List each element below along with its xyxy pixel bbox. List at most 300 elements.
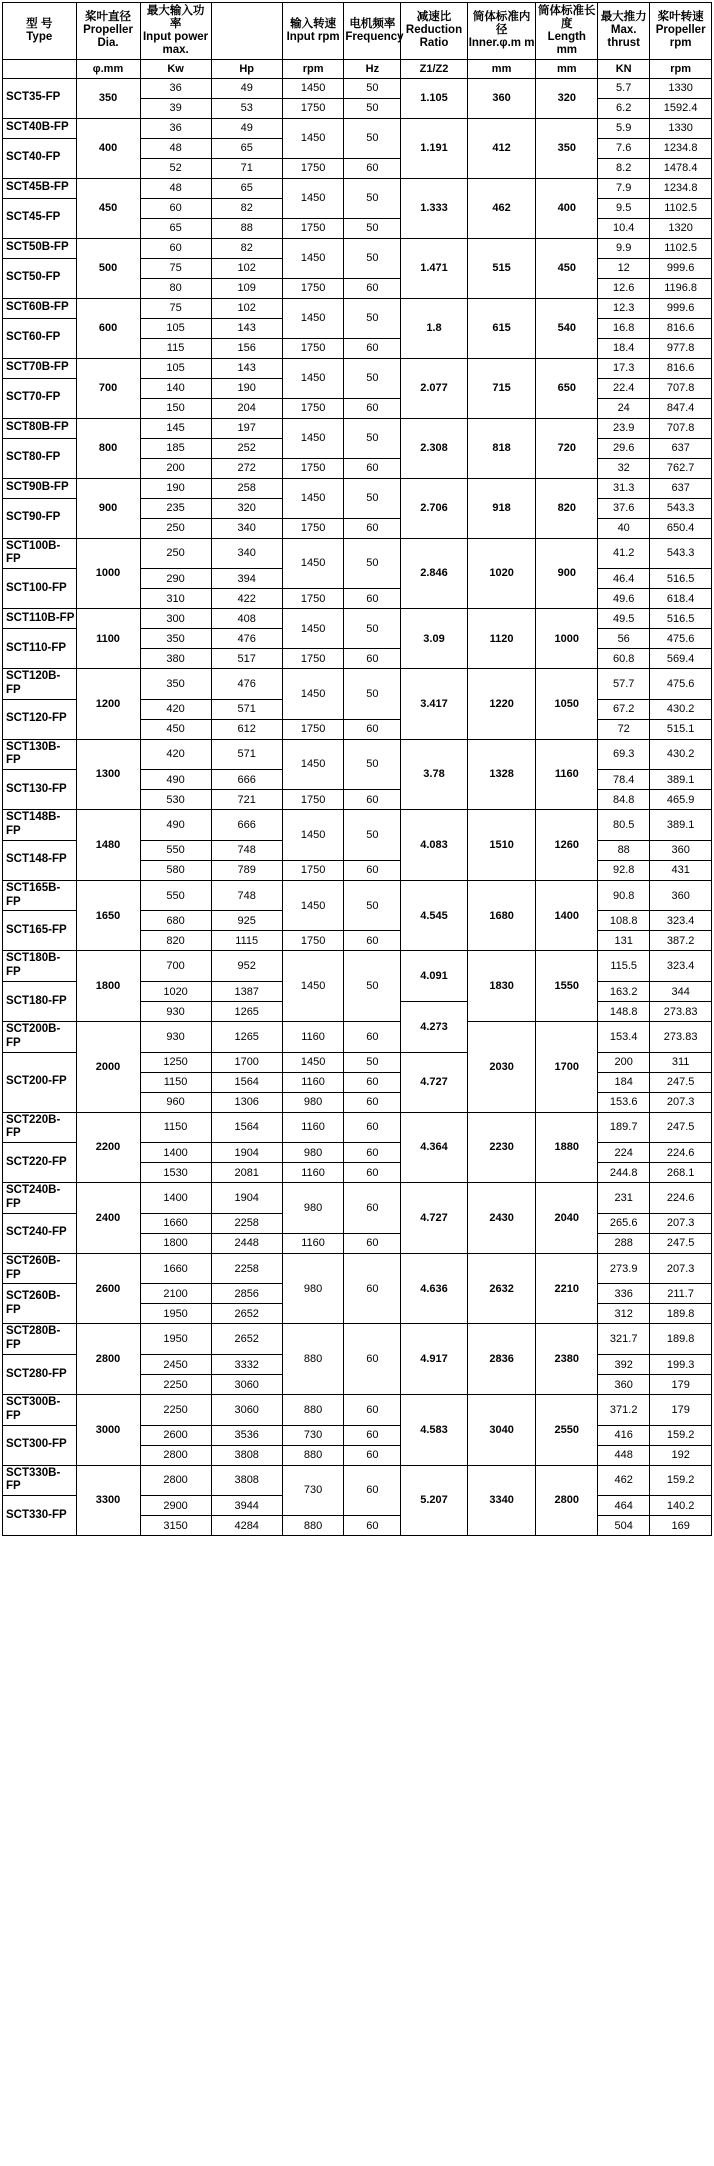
hp-cell: 666 bbox=[211, 810, 282, 841]
ratio-cell: 1.105 bbox=[401, 78, 467, 118]
hz-cell: 60 bbox=[344, 458, 401, 478]
hz-cell: 50 bbox=[344, 418, 401, 458]
thrust-cell: 7.9 bbox=[598, 178, 650, 198]
model-cell: SCT45B-FP bbox=[3, 178, 77, 198]
model-cell: SCT180-FP bbox=[3, 982, 77, 1022]
col-header-ratio-cn: 减速比 bbox=[416, 11, 452, 24]
propeller-rpm-cell: 224.6 bbox=[650, 1143, 712, 1163]
ratio-cell: 2.308 bbox=[401, 418, 467, 478]
kw-cell: 250 bbox=[140, 518, 211, 538]
dia-cell: 1300 bbox=[76, 739, 140, 810]
model-cell: SCT300-FP bbox=[3, 1425, 77, 1465]
kw-cell: 48 bbox=[140, 178, 211, 198]
ratio-cell: 2.706 bbox=[401, 478, 467, 538]
propeller-rpm-cell: 268.1 bbox=[650, 1163, 712, 1183]
hz-cell: 50 bbox=[344, 669, 401, 720]
unit-hp: Hp bbox=[211, 59, 282, 78]
propeller-rpm-cell: 1330 bbox=[650, 118, 712, 138]
propeller-rpm-cell: 637 bbox=[650, 478, 712, 498]
model-cell: SCT240-FP bbox=[3, 1213, 77, 1253]
input-rpm-cell: 1450 bbox=[282, 538, 344, 589]
input-rpm-cell: 1450 bbox=[282, 609, 344, 649]
propeller-rpm-cell: 389.1 bbox=[650, 770, 712, 790]
propeller-rpm-cell: 650.4 bbox=[650, 518, 712, 538]
model-cell: SCT100-FP bbox=[3, 569, 77, 609]
col-header-input-rpm bbox=[282, 3, 344, 60]
table-row bbox=[3, 178, 712, 198]
model-cell: SCT148-FP bbox=[3, 840, 77, 880]
propeller-rpm-cell: 465.9 bbox=[650, 790, 712, 810]
hz-cell: 60 bbox=[344, 649, 401, 669]
model-cell: SCT280B-FP bbox=[3, 1324, 77, 1355]
propeller-rpm-cell: 475.6 bbox=[650, 629, 712, 649]
dia-cell: 2600 bbox=[76, 1253, 140, 1324]
thrust-cell: 321.7 bbox=[598, 1324, 650, 1355]
kw-cell: 1660 bbox=[140, 1253, 211, 1284]
unit-dia: φ.mm bbox=[76, 59, 140, 78]
thrust-cell: 416 bbox=[598, 1425, 650, 1445]
dia-cell: 3300 bbox=[76, 1465, 140, 1536]
input-rpm-cell: 1750 bbox=[282, 931, 344, 951]
input-rpm-cell: 1450 bbox=[282, 118, 344, 158]
kw-cell: 1530 bbox=[140, 1163, 211, 1183]
hp-cell: 1265 bbox=[211, 1022, 282, 1053]
ratio-cell: 4.364 bbox=[401, 1112, 467, 1183]
thrust-cell: 17.3 bbox=[598, 358, 650, 378]
thrust-cell: 504 bbox=[598, 1516, 650, 1536]
dia-cell: 350 bbox=[76, 78, 140, 118]
kw-cell: 1250 bbox=[140, 1052, 211, 1072]
hp-cell: 2258 bbox=[211, 1213, 282, 1233]
propeller-rpm-cell: 569.4 bbox=[650, 649, 712, 669]
thrust-cell: 231 bbox=[598, 1183, 650, 1214]
length-cell: 1400 bbox=[536, 880, 598, 951]
col-header-dia-en: Propeller Dia. bbox=[83, 24, 133, 50]
length-cell: 450 bbox=[536, 238, 598, 298]
propeller-rpm-cell: 816.6 bbox=[650, 358, 712, 378]
dia-cell: 600 bbox=[76, 298, 140, 358]
model-cell: SCT80-FP bbox=[3, 438, 77, 478]
kw-cell: 2900 bbox=[140, 1496, 211, 1516]
model-cell: SCT120-FP bbox=[3, 699, 77, 739]
input-rpm-cell: 1450 bbox=[282, 951, 344, 1022]
hp-cell: 53 bbox=[211, 98, 282, 118]
col-header-length bbox=[536, 3, 598, 60]
hp-cell: 2856 bbox=[211, 1284, 282, 1304]
thrust-cell: 5.7 bbox=[598, 78, 650, 98]
kw-cell: 310 bbox=[140, 589, 211, 609]
unit-type bbox=[3, 59, 77, 78]
kw-cell: 290 bbox=[140, 569, 211, 589]
thrust-cell: 9.5 bbox=[598, 198, 650, 218]
model-cell: SCT70-FP bbox=[3, 378, 77, 418]
dia-cell: 1650 bbox=[76, 880, 140, 951]
model-cell: SCT165B-FP bbox=[3, 880, 77, 911]
input-rpm-cell: 1750 bbox=[282, 458, 344, 478]
hz-cell: 50 bbox=[344, 951, 401, 1022]
hp-cell: 71 bbox=[211, 158, 282, 178]
propeller-rpm-cell: 516.5 bbox=[650, 609, 712, 629]
thrust-cell: 448 bbox=[598, 1445, 650, 1465]
hz-cell: 60 bbox=[344, 338, 401, 358]
col-header-dia bbox=[76, 3, 140, 60]
kw-cell: 150 bbox=[140, 398, 211, 418]
thrust-cell: 336 bbox=[598, 1284, 650, 1304]
ratio-cell: 1.471 bbox=[401, 238, 467, 298]
hp-cell: 258 bbox=[211, 478, 282, 498]
input-rpm-cell: 1450 bbox=[282, 178, 344, 218]
hz-cell: 60 bbox=[344, 931, 401, 951]
dia-cell: 1800 bbox=[76, 951, 140, 1022]
kw-cell: 680 bbox=[140, 911, 211, 931]
hz-cell: 60 bbox=[344, 589, 401, 609]
col-header-frequency-en: Frequency bbox=[345, 30, 404, 43]
hz-cell: 50 bbox=[344, 609, 401, 649]
length-cell: 720 bbox=[536, 418, 598, 478]
input-rpm-cell: 1450 bbox=[282, 78, 344, 98]
propeller-rpm-cell: 247.5 bbox=[650, 1072, 712, 1092]
hp-cell: 109 bbox=[211, 278, 282, 298]
propeller-rpm-cell: 179 bbox=[650, 1375, 712, 1395]
thrust-cell: 37.6 bbox=[598, 498, 650, 518]
input-rpm-cell: 1450 bbox=[282, 669, 344, 720]
ratio-cell: 4.545 bbox=[401, 880, 467, 951]
dia-cell: 1100 bbox=[76, 609, 140, 669]
inner-dia-cell: 818 bbox=[467, 418, 536, 478]
hp-cell: 65 bbox=[211, 138, 282, 158]
dia-cell: 2800 bbox=[76, 1324, 140, 1395]
propeller-rpm-cell: 1478.4 bbox=[650, 158, 712, 178]
header-row bbox=[3, 3, 712, 60]
thruster-spec-table bbox=[2, 2, 712, 1536]
thrust-cell: 9.9 bbox=[598, 238, 650, 258]
input-rpm-cell: 980 bbox=[282, 1143, 344, 1163]
thrust-cell: 18.4 bbox=[598, 338, 650, 358]
inner-dia-cell: 2632 bbox=[467, 1253, 536, 1324]
model-cell: SCT90B-FP bbox=[3, 478, 77, 498]
thrust-cell: 67.2 bbox=[598, 699, 650, 719]
input-rpm-cell: 1750 bbox=[282, 518, 344, 538]
hp-cell: 3944 bbox=[211, 1496, 282, 1516]
col-header-propeller-rpm-cn: 桨叶转速 bbox=[657, 11, 704, 24]
unit-inner-dia: mm bbox=[467, 59, 536, 78]
table-row bbox=[3, 358, 712, 378]
hz-cell: 60 bbox=[344, 398, 401, 418]
propeller-rpm-cell: 977.8 bbox=[650, 338, 712, 358]
table-row bbox=[3, 1112, 712, 1143]
propeller-rpm-cell: 159.2 bbox=[650, 1465, 712, 1496]
col-header-length-en: Length mm bbox=[547, 30, 586, 56]
thrust-cell: 84.8 bbox=[598, 790, 650, 810]
propeller-rpm-cell: 431 bbox=[650, 860, 712, 880]
length-cell: 900 bbox=[536, 538, 598, 609]
length-cell: 320 bbox=[536, 78, 598, 118]
propeller-rpm-cell: 430.2 bbox=[650, 699, 712, 719]
hz-cell: 50 bbox=[344, 538, 401, 589]
length-cell: 1700 bbox=[536, 1022, 598, 1113]
hp-cell: 925 bbox=[211, 911, 282, 931]
table-row bbox=[3, 418, 712, 438]
thrust-cell: 153.4 bbox=[598, 1022, 650, 1053]
propeller-rpm-cell: 1102.5 bbox=[650, 238, 712, 258]
col-header-type-en: Type bbox=[26, 30, 53, 43]
hp-cell: 476 bbox=[211, 669, 282, 700]
kw-cell: 550 bbox=[140, 840, 211, 860]
propeller-rpm-cell: 707.8 bbox=[650, 378, 712, 398]
ratio-cell: 2.077 bbox=[401, 358, 467, 418]
ratio-cell: 1.191 bbox=[401, 118, 467, 178]
input-rpm-cell: 1750 bbox=[282, 338, 344, 358]
model-cell: SCT90-FP bbox=[3, 498, 77, 538]
kw-cell: 490 bbox=[140, 770, 211, 790]
hz-cell: 60 bbox=[344, 1072, 401, 1092]
table-row bbox=[3, 1395, 712, 1426]
kw-cell: 1800 bbox=[140, 1233, 211, 1253]
hp-cell: 571 bbox=[211, 739, 282, 770]
hp-cell: 1387 bbox=[211, 982, 282, 1002]
input-rpm-cell: 1450 bbox=[282, 418, 344, 458]
thrust-cell: 131 bbox=[598, 931, 650, 951]
propeller-rpm-cell: 189.8 bbox=[650, 1304, 712, 1324]
kw-cell: 2450 bbox=[140, 1355, 211, 1375]
thrust-cell: 392 bbox=[598, 1355, 650, 1375]
kw-cell: 960 bbox=[140, 1092, 211, 1112]
kw-cell: 530 bbox=[140, 790, 211, 810]
thrust-cell: 88 bbox=[598, 840, 650, 860]
input-rpm-cell: 1450 bbox=[282, 298, 344, 338]
kw-cell: 380 bbox=[140, 649, 211, 669]
table-row bbox=[3, 609, 712, 629]
model-cell: SCT165-FP bbox=[3, 911, 77, 951]
input-rpm-cell: 880 bbox=[282, 1324, 344, 1395]
length-cell: 2800 bbox=[536, 1465, 598, 1536]
thrust-cell: 115.5 bbox=[598, 951, 650, 982]
propeller-rpm-cell: 387.2 bbox=[650, 931, 712, 951]
col-header-propeller-rpm-en: Propeller rpm bbox=[655, 24, 706, 50]
model-cell: SCT60-FP bbox=[3, 318, 77, 358]
hp-cell: 517 bbox=[211, 649, 282, 669]
model-cell: SCT260B-FP bbox=[3, 1253, 77, 1284]
kw-cell: 1400 bbox=[140, 1143, 211, 1163]
hp-cell: 612 bbox=[211, 719, 282, 739]
kw-cell: 820 bbox=[140, 931, 211, 951]
kw-cell: 36 bbox=[140, 78, 211, 98]
ratio-cell: 3.78 bbox=[401, 739, 467, 810]
propeller-rpm-cell: 159.2 bbox=[650, 1425, 712, 1445]
inner-dia-cell: 1328 bbox=[467, 739, 536, 810]
inner-dia-cell: 1220 bbox=[467, 669, 536, 740]
propeller-rpm-cell: 1234.8 bbox=[650, 138, 712, 158]
model-cell: SCT180B-FP bbox=[3, 951, 77, 982]
ratio-cell: 1.333 bbox=[401, 178, 467, 238]
ratio-cell: 4.091 bbox=[401, 951, 467, 1002]
input-rpm-cell: 1750 bbox=[282, 649, 344, 669]
table-row bbox=[3, 78, 712, 98]
model-cell: SCT220B-FP bbox=[3, 1112, 77, 1143]
model-cell: SCT50B-FP bbox=[3, 238, 77, 258]
hp-cell: 102 bbox=[211, 258, 282, 278]
thrust-cell: 5.9 bbox=[598, 118, 650, 138]
table-row bbox=[3, 880, 712, 911]
hz-cell: 60 bbox=[344, 1092, 401, 1112]
col-header-input-rpm-cn: 输入转速 bbox=[290, 17, 337, 30]
propeller-rpm-cell: 140.2 bbox=[650, 1496, 712, 1516]
inner-dia-cell: 2836 bbox=[467, 1324, 536, 1395]
kw-cell: 140 bbox=[140, 378, 211, 398]
thrust-cell: 163.2 bbox=[598, 982, 650, 1002]
hz-cell: 60 bbox=[344, 278, 401, 298]
propeller-rpm-cell: 1330 bbox=[650, 78, 712, 98]
unit-input-rpm: rpm bbox=[282, 59, 344, 78]
thrust-cell: 7.6 bbox=[598, 138, 650, 158]
propeller-rpm-cell: 816.6 bbox=[650, 318, 712, 338]
propeller-rpm-cell: 618.4 bbox=[650, 589, 712, 609]
kw-cell: 700 bbox=[140, 951, 211, 982]
model-cell: SCT330-FP bbox=[3, 1496, 77, 1536]
hz-cell: 60 bbox=[344, 1143, 401, 1163]
kw-cell: 930 bbox=[140, 1002, 211, 1022]
hz-cell: 60 bbox=[344, 860, 401, 880]
thrust-cell: 360 bbox=[598, 1375, 650, 1395]
col-header-propeller-rpm bbox=[650, 3, 712, 60]
length-cell: 2210 bbox=[536, 1253, 598, 1324]
input-rpm-cell: 1160 bbox=[282, 1163, 344, 1183]
hp-cell: 143 bbox=[211, 318, 282, 338]
kw-cell: 200 bbox=[140, 458, 211, 478]
model-cell: SCT35-FP bbox=[3, 78, 77, 118]
table-row bbox=[3, 118, 712, 138]
input-rpm-cell: 1750 bbox=[282, 589, 344, 609]
table-row bbox=[3, 739, 712, 770]
inner-dia-cell: 515 bbox=[467, 238, 536, 298]
inner-dia-cell: 1510 bbox=[467, 810, 536, 881]
propeller-rpm-cell: 543.3 bbox=[650, 498, 712, 518]
propeller-rpm-cell: 169 bbox=[650, 1516, 712, 1536]
input-rpm-cell: 1450 bbox=[282, 478, 344, 518]
col-header-inner-dia-cn: 筒体标准内径 bbox=[472, 11, 531, 37]
ratio-cell: 4.636 bbox=[401, 1253, 467, 1324]
hz-cell: 60 bbox=[344, 1516, 401, 1536]
input-rpm-cell: 1450 bbox=[282, 238, 344, 278]
dia-cell: 500 bbox=[76, 238, 140, 298]
thrust-cell: 8.2 bbox=[598, 158, 650, 178]
input-rpm-cell: 730 bbox=[282, 1425, 344, 1445]
thrust-cell: 464 bbox=[598, 1496, 650, 1516]
table-row bbox=[3, 1183, 712, 1214]
hp-cell: 65 bbox=[211, 178, 282, 198]
hp-cell: 952 bbox=[211, 951, 282, 982]
hz-cell: 60 bbox=[344, 1163, 401, 1183]
thrust-cell: 462 bbox=[598, 1465, 650, 1496]
thrust-cell: 312 bbox=[598, 1304, 650, 1324]
ratio-cell: 5.207 bbox=[401, 1465, 467, 1536]
thrust-cell: 273.9 bbox=[598, 1253, 650, 1284]
hp-cell: 408 bbox=[211, 609, 282, 629]
col-header-thrust-cn: 最大推力 bbox=[600, 11, 647, 24]
kw-cell: 930 bbox=[140, 1022, 211, 1053]
col-header-dia-cn: 桨叶直径 bbox=[85, 11, 131, 24]
model-cell: SCT200-FP bbox=[3, 1052, 77, 1112]
col-header-power-hp bbox=[211, 3, 282, 60]
table-row bbox=[3, 1465, 712, 1496]
hz-cell: 50 bbox=[344, 358, 401, 398]
hz-cell: 50 bbox=[344, 78, 401, 98]
kw-cell: 1400 bbox=[140, 1183, 211, 1214]
inner-dia-cell: 918 bbox=[467, 478, 536, 538]
kw-cell: 48 bbox=[140, 138, 211, 158]
input-rpm-cell: 880 bbox=[282, 1395, 344, 1426]
input-rpm-cell: 1160 bbox=[282, 1112, 344, 1143]
input-rpm-cell: 1450 bbox=[282, 880, 344, 931]
hp-cell: 49 bbox=[211, 78, 282, 98]
hp-cell: 721 bbox=[211, 790, 282, 810]
dia-cell: 3000 bbox=[76, 1395, 140, 1466]
length-cell: 1260 bbox=[536, 810, 598, 881]
thrust-cell: 56 bbox=[598, 629, 650, 649]
col-header-length-cn: 筒体标准长度 bbox=[538, 5, 596, 30]
hp-cell: 2081 bbox=[211, 1163, 282, 1183]
table-row bbox=[3, 1022, 712, 1053]
hz-cell: 50 bbox=[344, 298, 401, 338]
length-cell: 400 bbox=[536, 178, 598, 238]
input-rpm-cell: 1750 bbox=[282, 278, 344, 298]
dia-cell: 2000 bbox=[76, 1022, 140, 1113]
propeller-rpm-cell: 311 bbox=[650, 1052, 712, 1072]
col-header-inner-dia-en: Inner.φ.m m bbox=[468, 37, 535, 50]
thrust-cell: 72 bbox=[598, 719, 650, 739]
propeller-rpm-cell: 637 bbox=[650, 438, 712, 458]
thrust-cell: 22.4 bbox=[598, 378, 650, 398]
thrust-cell: 12.3 bbox=[598, 298, 650, 318]
model-cell: SCT120B-FP bbox=[3, 669, 77, 700]
hz-cell: 50 bbox=[344, 118, 401, 158]
ratio-cell: 1.8 bbox=[401, 298, 467, 358]
propeller-rpm-cell: 323.4 bbox=[650, 911, 712, 931]
thrust-cell: 148.8 bbox=[598, 1002, 650, 1022]
inner-dia-cell: 360 bbox=[467, 78, 536, 118]
thrust-cell: 108.8 bbox=[598, 911, 650, 931]
length-cell: 2040 bbox=[536, 1183, 598, 1254]
thrust-cell: 40 bbox=[598, 518, 650, 538]
model-cell: SCT300B-FP bbox=[3, 1395, 77, 1426]
thrust-cell: 244.8 bbox=[598, 1163, 650, 1183]
kw-cell: 420 bbox=[140, 699, 211, 719]
hp-cell: 3332 bbox=[211, 1355, 282, 1375]
hz-cell: 60 bbox=[344, 1112, 401, 1143]
dia-cell: 900 bbox=[76, 478, 140, 538]
kw-cell: 300 bbox=[140, 609, 211, 629]
kw-cell: 39 bbox=[140, 98, 211, 118]
kw-cell: 2250 bbox=[140, 1395, 211, 1426]
ratio-cell: 4.727 bbox=[401, 1052, 467, 1112]
hz-cell: 60 bbox=[344, 719, 401, 739]
hp-cell: 748 bbox=[211, 880, 282, 911]
model-cell: SCT50-FP bbox=[3, 258, 77, 298]
kw-cell: 580 bbox=[140, 860, 211, 880]
kw-cell: 75 bbox=[140, 258, 211, 278]
hz-cell: 50 bbox=[344, 178, 401, 218]
kw-cell: 235 bbox=[140, 498, 211, 518]
col-header-thrust bbox=[598, 3, 650, 60]
unit-ratio: Z1/Z2 bbox=[401, 59, 467, 78]
thrust-cell: 288 bbox=[598, 1233, 650, 1253]
hp-cell: 1564 bbox=[211, 1072, 282, 1092]
hp-cell: 49 bbox=[211, 118, 282, 138]
propeller-rpm-cell: 1196.8 bbox=[650, 278, 712, 298]
thrust-cell: 60.8 bbox=[598, 649, 650, 669]
kw-cell: 185 bbox=[140, 438, 211, 458]
hp-cell: 82 bbox=[211, 198, 282, 218]
